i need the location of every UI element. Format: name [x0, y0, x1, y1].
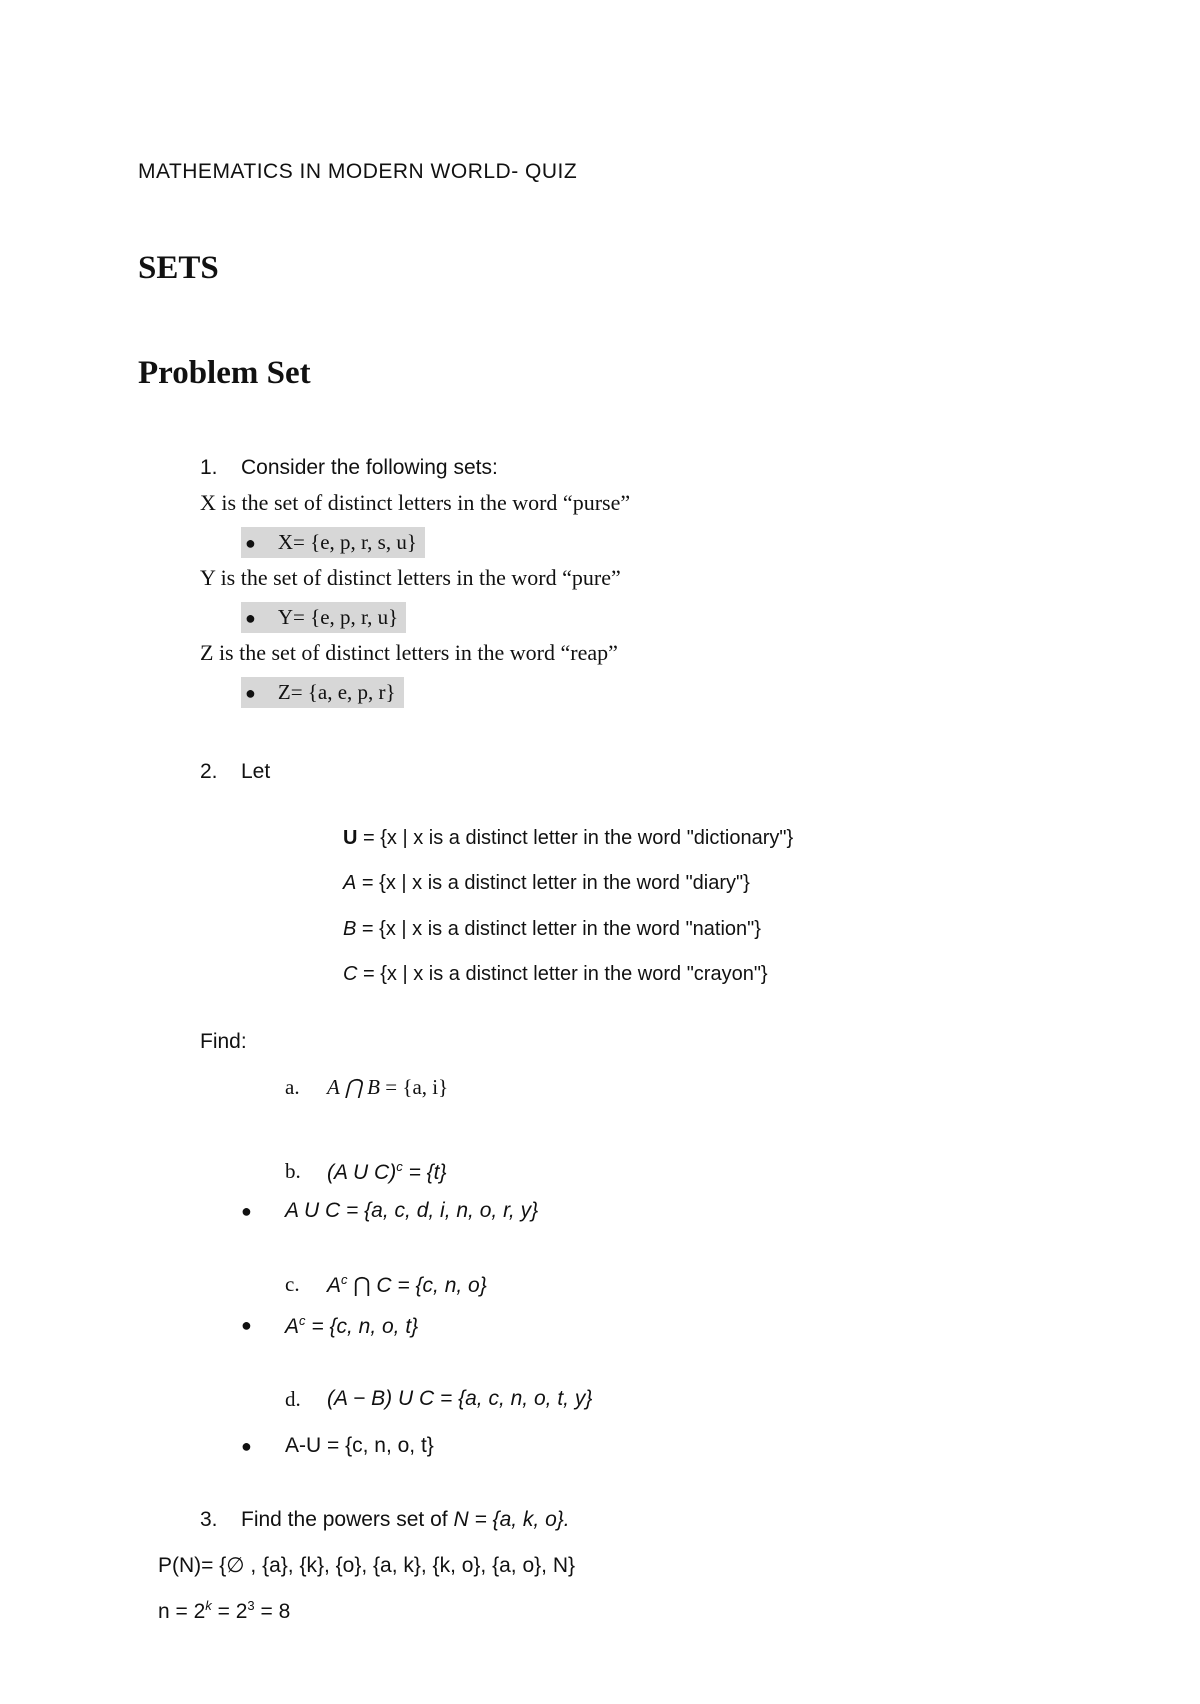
p3-number: 3.: [200, 1508, 218, 1531]
p1-z-desc: Z is the set of distinct letters in the word “reap”: [200, 640, 618, 665]
p3-count: $n = 2^k = 2^3 = 8$: [158, 1598, 291, 1623]
p2-text: Let: [241, 760, 271, 783]
p2-number: 2.: [200, 760, 218, 783]
p1-x-desc: X is the set of distinct letters in the word “purse”: [200, 490, 631, 515]
item-a-expr: A ⋂ B = {a, i}: [327, 1075, 449, 1099]
p1-z-value: ● Z= {a, e, p, r}: [241, 677, 404, 708]
bullet-icon: ●: [241, 1201, 252, 1221]
bullet-icon: ●: [241, 1315, 252, 1335]
def-c: C = {x | x is a distinct letter in the word "crayon"}: [343, 963, 768, 985]
def-u: U = {x | x is a distinct letter in the word "dictionary"}: [343, 827, 794, 849]
bullet-icon: ●: [241, 1436, 252, 1456]
def-b: B = {x | x is a distinct letter in the word "nation"}: [343, 918, 761, 940]
def-a: A = {x | x is a distinct letter in the word "diary"}: [343, 872, 750, 894]
bullet-icon: ●: [245, 533, 256, 553]
item-d-note: A-U = {c, n, o, t}: [285, 1434, 434, 1457]
item-b-expr: (A U C)$^c$ = {t}: [327, 1159, 447, 1184]
item-a-label: a.: [285, 1075, 300, 1099]
item-c-expr: $A^c$ ⋂ C = {c, n, o}: [327, 1272, 487, 1297]
title-sets: SETS: [138, 250, 219, 286]
p1-text: Consider the following sets:: [241, 456, 498, 479]
p1-x-value: ● X= {e, p, r, s, u}: [241, 527, 425, 558]
p3-power-set: P(N)= {∅ , {a}, {k}, {o}, {a, k}, {k, o}, {a, o}, N}: [158, 1554, 576, 1577]
find-label: Find:: [200, 1030, 247, 1053]
p1-number: 1.: [200, 456, 218, 479]
item-c-label: c.: [285, 1272, 300, 1296]
bullet-icon: ●: [245, 683, 256, 703]
doc-header: MATHEMATICS IN MODERN WORLD- QUIZ: [138, 160, 578, 183]
item-d-expr: (A − B) U C = {a, c, n, o, t, y}: [327, 1387, 593, 1410]
item-d-label: d.: [285, 1387, 301, 1411]
p1-y-value: ● Y= {e, p, r, u}: [241, 602, 406, 633]
p3-text: Find the powers set of N = {a, k, o}.: [241, 1508, 570, 1531]
p1-y-desc: Y is the set of distinct letters in the word “pure”: [200, 565, 621, 590]
item-b-note: A U C = {a, c, d, i, n, o, r, y}: [285, 1199, 539, 1222]
title-problem-set: Problem Set: [138, 355, 311, 391]
bullet-icon: ●: [245, 608, 256, 628]
item-b-label: b.: [285, 1159, 301, 1183]
item-c-note: $A^c = \{c$, n, o, t}: [285, 1313, 419, 1338]
